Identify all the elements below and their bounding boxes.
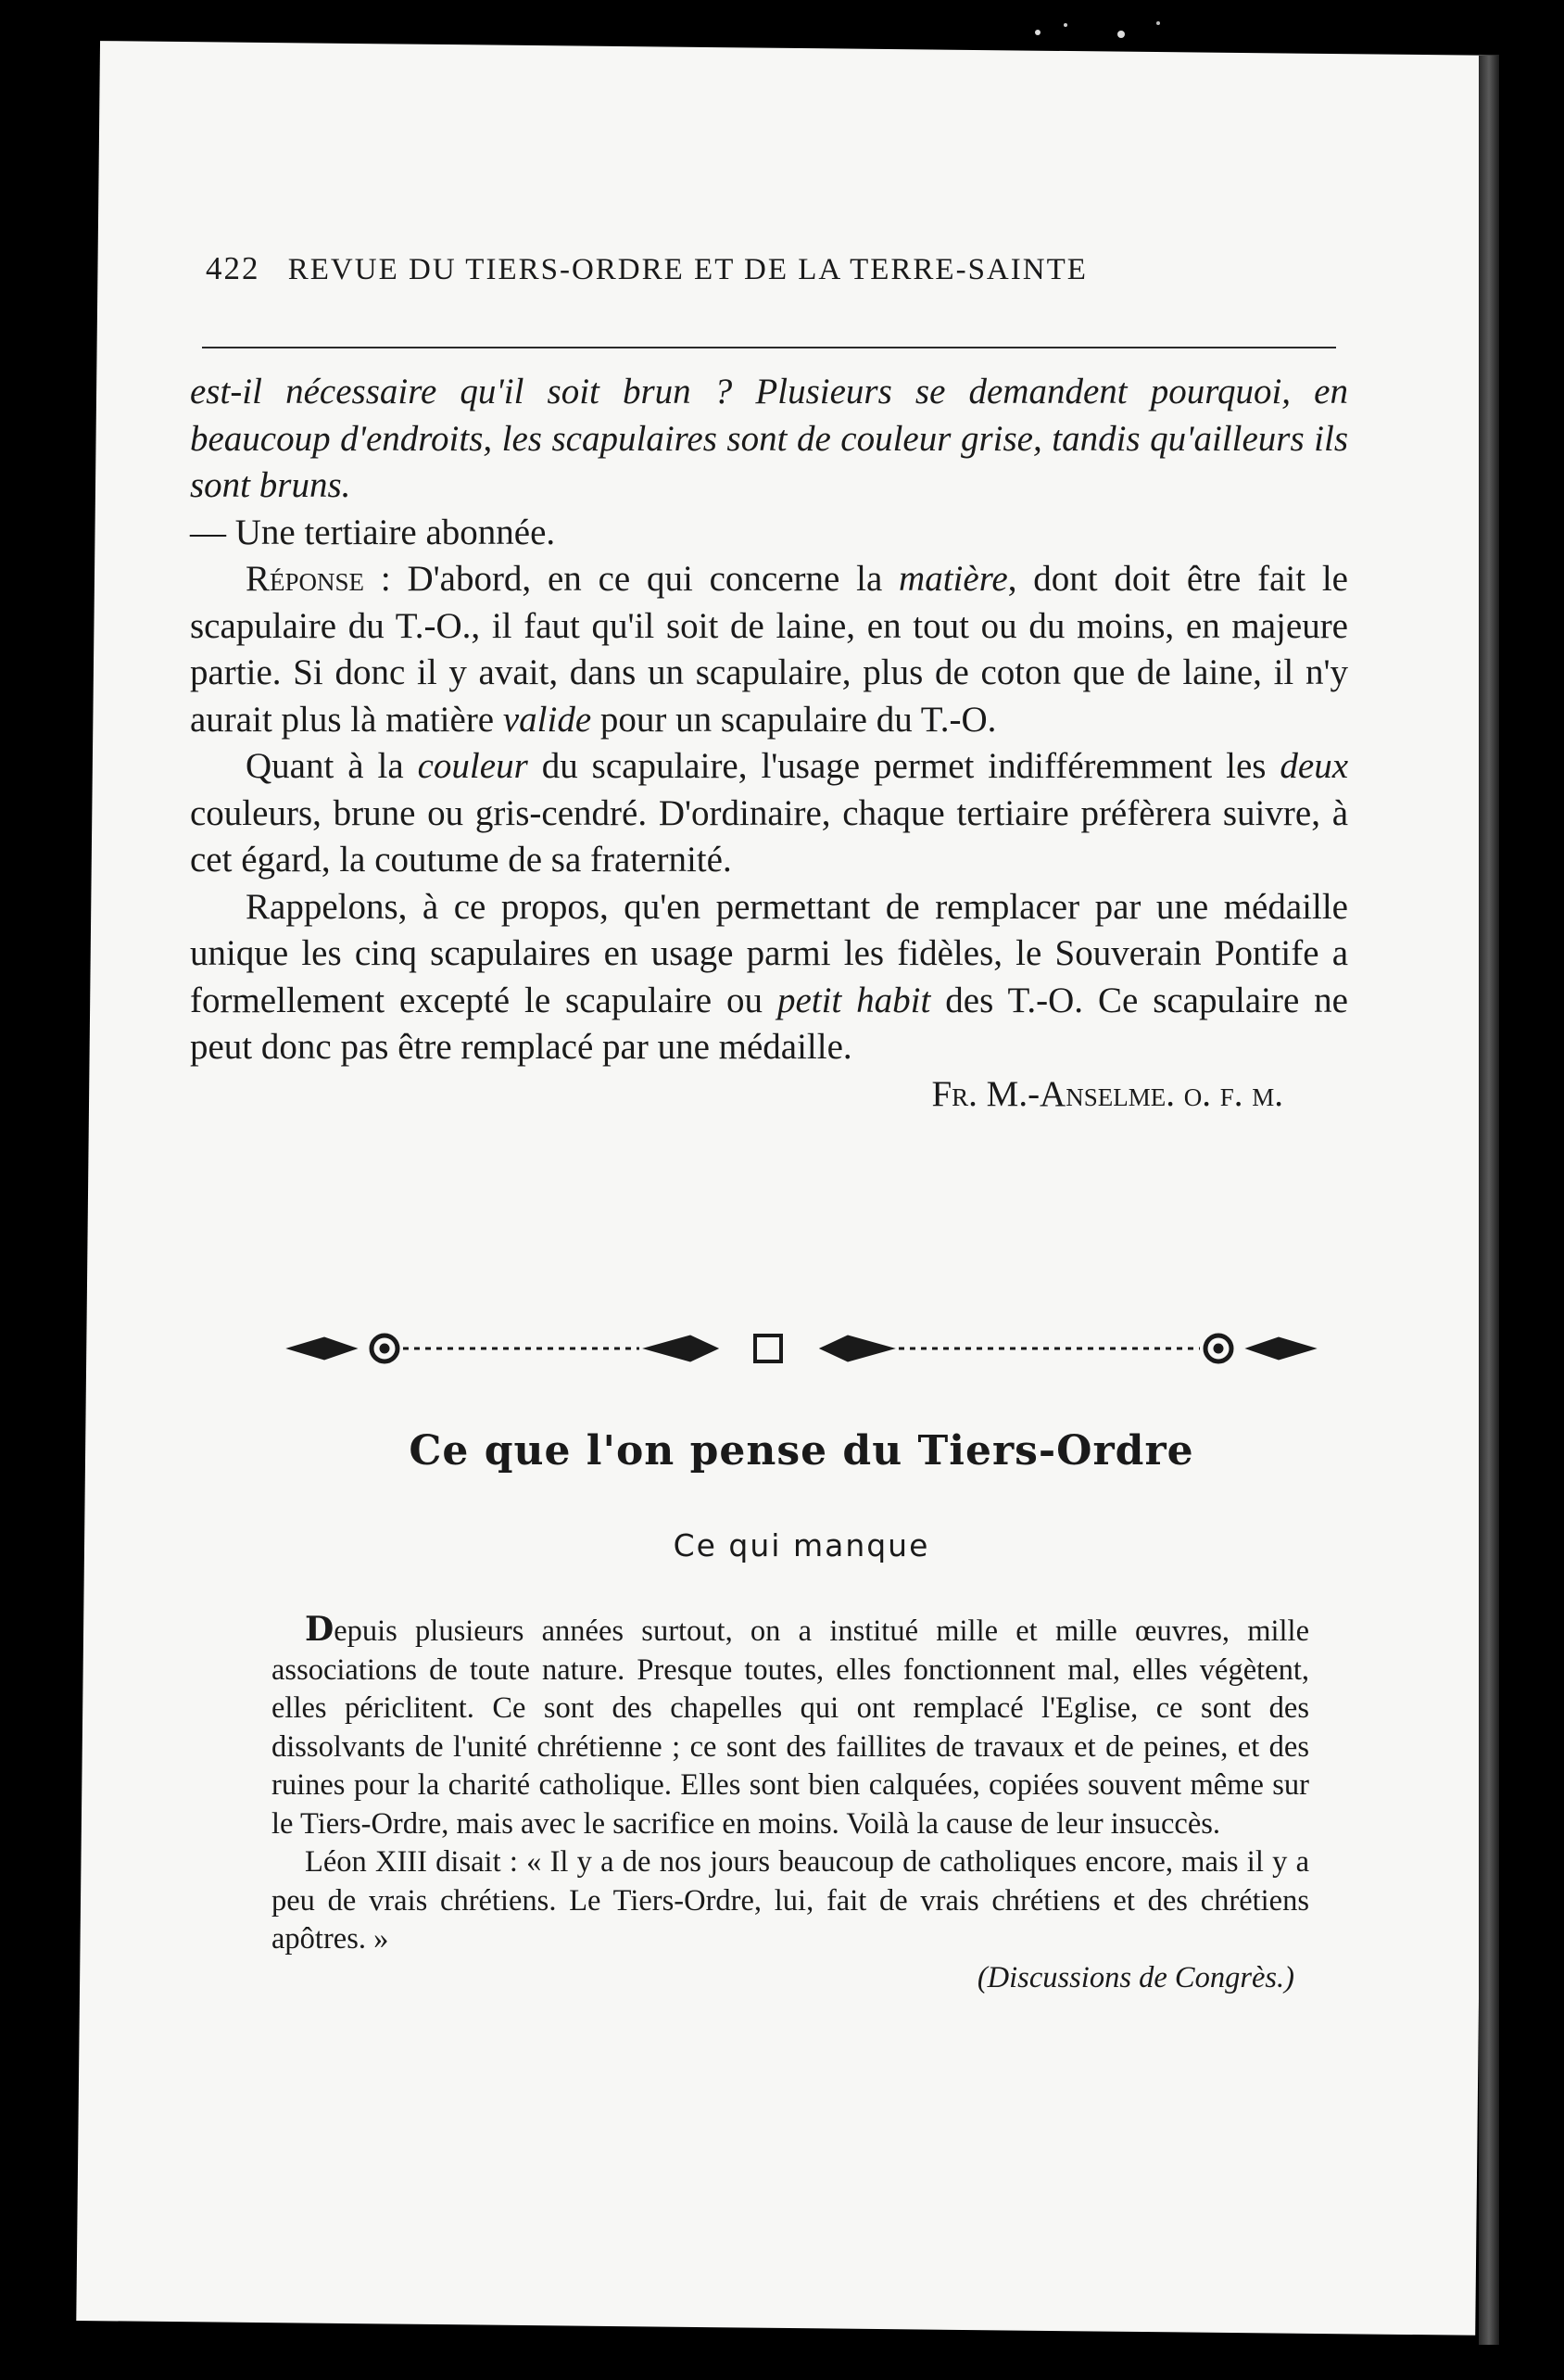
header-rule	[202, 347, 1336, 348]
answer-text-2: , dont doit être fait le scapulaire du T.-O., il faut qu'il soit de laine, en tout ou du moins, en majeure partie. Si donc il y avait, dans un scapulaire, plus de coton que de laine, il n'y aurait plus là matière	[190, 559, 1348, 740]
decorative-ornament	[283, 1321, 1320, 1376]
reader-question	[190, 369, 1348, 556]
medal-text-1: Rappelons, à ce propos, qu'en permettant de remplacer par une médaille unique les cinq scapulaires en usage parmi les fidèles, le Souverain Pontife a formellement excepté le scapulaire ou	[190, 886, 1348, 1020]
answer-emphasis-1: matière	[899, 559, 1008, 599]
medal-emphasis-1: petit habit	[776, 980, 931, 1020]
question-author: — Une tertiaire abonnée.	[190, 512, 556, 552]
colour-paragraph	[190, 743, 1348, 884]
answer-text-3: pour un scapulaire du T.-O.	[591, 699, 997, 740]
section-title: Ce que l'on pense du Tiers-Ordre	[409, 1427, 1194, 1475]
colour-text-3: couleurs, brune ou gris-cendré. D'ordinaire, chaque tertiaire préfèrera suivre, à cet égard, la coutume de sa fraternité.	[190, 792, 1348, 880]
colour-emphasis-2: deux	[1280, 746, 1349, 786]
medal-paragraph	[190, 884, 1348, 1071]
section-subtitle: Ce qui manque	[673, 1527, 930, 1563]
colour-emphasis-1: couleur	[417, 746, 528, 786]
scan-specks	[1019, 14, 1205, 51]
section-body	[271, 1611, 1309, 1997]
medal-text-2: des T.-O. Ce scapulaire ne peut donc pas être remplacé par une médaille.	[190, 980, 1348, 1067]
section-paragraph-2: Léon XIII disait : « Il y a de nos jours beaucoup de catholiques encore, mais il y a peu de vrais chrétiens. Le Tiers-Ordre, lui, fait de vrais chrétiens et des chrétiens apôtres. »	[271, 1845, 1309, 1956]
article-signature: Fr. M.-Anselme. o. f. m.	[931, 1073, 1283, 1114]
article-body	[190, 369, 1348, 1118]
drop-cap: D	[305, 1610, 334, 1649]
page-number: 422	[206, 250, 260, 286]
running-header	[206, 250, 1271, 287]
source-citation: (Discussions de Congrès.)	[977, 1960, 1294, 1994]
section-paragraph-1	[271, 1611, 1309, 1843]
question-text: est-il nécessaire qu'il soit brun ? Plusieurs se demandent pourquoi, en beaucoup d'endroits, les scapulaires sont de couleur grise, tandis qu'ailleurs ils sont bruns.	[190, 372, 1348, 505]
answer-emphasis-2: valide	[502, 699, 592, 740]
answer-text-1: : D'abord, en ce qui concerne la	[364, 559, 900, 599]
answer-paragraph	[190, 556, 1348, 743]
running-title: REVUE DU TIERS-ORDRE ET DE LA TERRE-SAINTE	[287, 253, 1088, 286]
page-edge	[1479, 56, 1499, 2345]
colour-text-2: du scapulaire, l'usage permet indifféremment les	[527, 746, 1280, 786]
colour-text-1: Quant à la	[246, 746, 418, 786]
answer-label: Réponse	[246, 559, 365, 599]
section-paragraph-1-text: epuis plusieurs années surtout, on a institué mille et mille œuvres, mille associations de toute nature. Presque toutes, elles fonctionnent mal, elles végètent, elles périclitent. Ce sont des chapelles qui ont remplacé l'Eglise, ce sont des dissolvants de l'unité chrétienne ; ce sont des faillites de travaux et de peines, et des ruines pour la charité catholique. Elles sont bien calquées, copiées souvent même sur le Tiers-Ordre, mais avec le sacrifice en moins. Voilà la cause de leur insuccès.	[271, 1614, 1309, 1841]
